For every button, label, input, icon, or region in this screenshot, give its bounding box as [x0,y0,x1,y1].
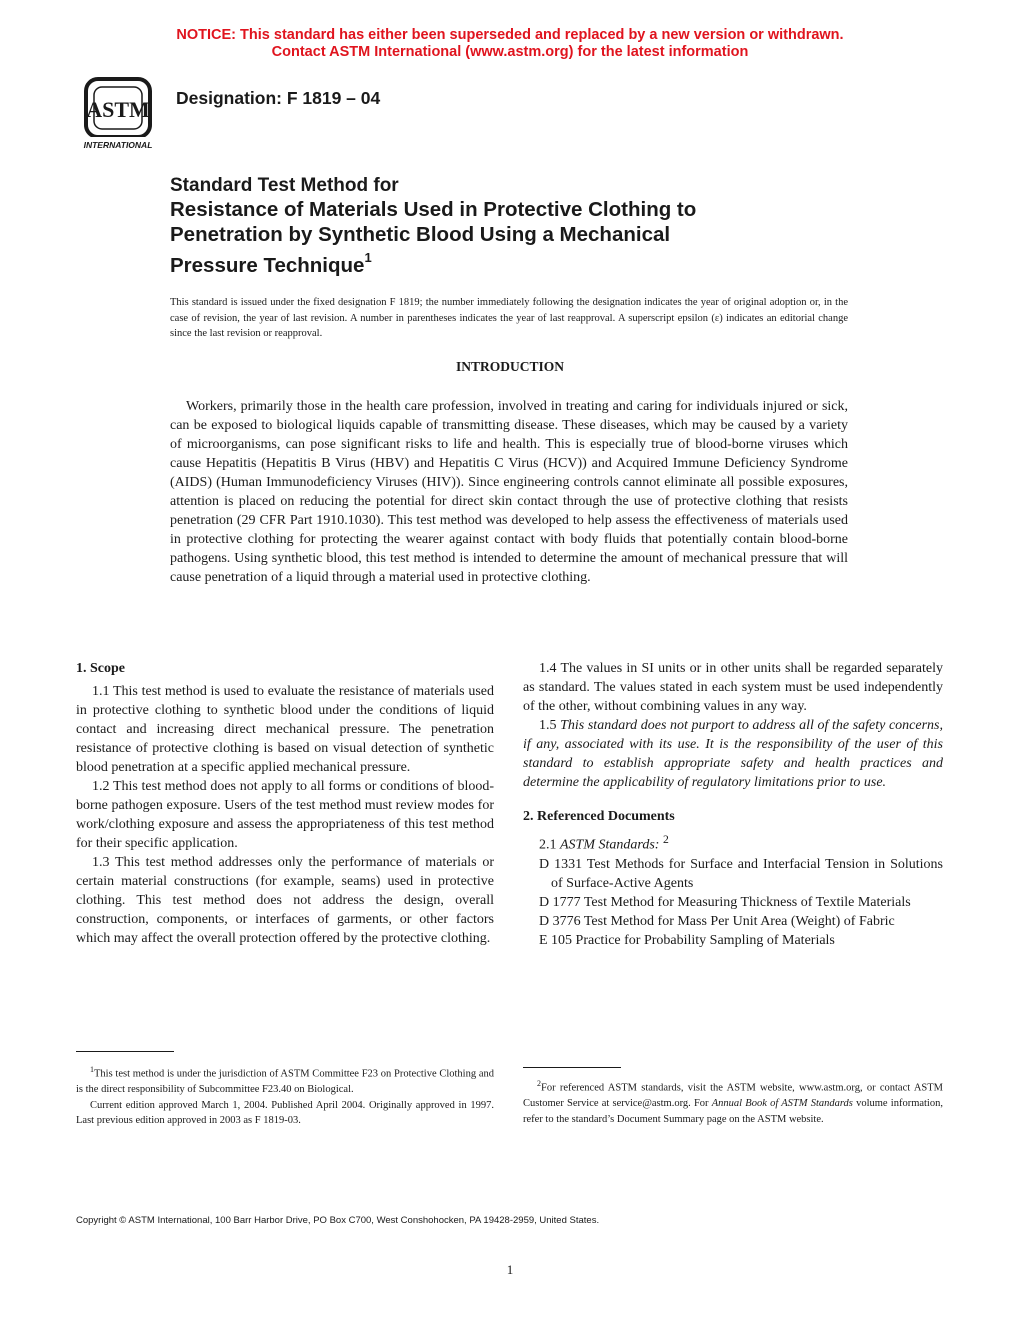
footnote-2-body-b: volume information, refer to the standard’s Document Summary page on the ASTM website. [523,1098,943,1125]
astm-logo [74,73,162,153]
title-main [170,197,870,278]
astm-standards-label: ASTM Standards: [560,837,660,853]
page-number: 1 [506,1262,514,1277]
copyright: Copyright © ASTM International, 100 Barr Harbor Drive, PO Box C700, West Conshohocken, PA 19428-2959, United States. [76,1215,600,1226]
footnote-1-edition: Current edition approved March 1, 2004. Published April 2004. Originally approved in 1997. Last previous edition approved in 2003 as F 1819-03. [76,1099,494,1126]
title-line-3-text: Pressure Technique [170,253,365,277]
withdrawal-notice [0,27,1020,61]
introduction-body [170,397,848,587]
scope-1-4: 1.4 The values in SI units or in other units shall be regarded separately as standard. The values stated in each system must be used independently of the other, without combining values in any way. [523,661,943,714]
logo-text: ASTM [86,97,150,122]
logo-subtext: INTERNATIONAL [83,140,153,150]
right-column [523,659,943,950]
scope-1-5-number: 1.5 [539,718,561,733]
footnote-2 [523,1076,943,1127]
reference-item: D 3776 Test Method for Mass Per Unit Area (Weight) of Fabric [539,913,895,929]
scope-1-3: 1.3 This test method addresses only the performance of materials or certain material constructions (for example, seams) used in protective clothing. This test method does not address the design, overall construction, components, or interfaces of garments, or other factors which may affect the overall protection offered by the protective clothing. [76,855,494,946]
footnote-1-text [76,1062,494,1098]
reference-item: D 1777 Test Method for Measuring Thickness of Textile Materials [539,894,911,910]
introduction-text: Workers, primarily those in the health care profession, involved in treating and caring for individuals injured or sick, can be exposed to biological liquids capable of transmitting disease. These diseases, which may be caused by a variety of microorganisms, can pose significant risks to life and health. This is especially true of blood-borne viruses which cause Hepatitis (Hepatitis B Virus (HBV) and Hepatitis C Virus (HCV)) and Acquired Immune Deficiency Syndrome (AIDS) (Human Immunodeficiency Viruses (HIV)). Since engineering controls cannot eliminate all possible exposures, attention is placed on reducing the potential for direct skin contact through the use of protective clothing that resists penetration (29 CFR Part 1910.1030). This test method was developed to help assess the effectiveness of materials used in protective clothing for protecting the wearer against contact with body fluids that potentially contain blood-borne pathogens. Using synthetic blood, this test method is intended to determine the amount of mechanical pressure that will cause penetration of a liquid through a material used in protective clothing. [170,399,848,585]
astm-standards-subheading [523,830,943,855]
scope-1-2: 1.2 This test method does not apply to all forms or conditions of blood-borne pathogen exposure. Users of the test method must review modes for work/clothing exposure and assess the appropriateness of this test method for their specific application. [76,779,494,851]
issue-statement: This standard is issued under the fixed designation F 1819; the number immediately following the designation indicates the year of original adoption or, in the case of revision, the year of last revision. A number in parentheses indicates the year of last reapproval. A superscript epsilon (ε) indicates an editorial change since the last revision or reapproval. [170,297,848,339]
referenced-documents-heading: 2. Referenced Documents [523,809,675,824]
footnote-2-body-a: For referenced ASTM standards, visit the ASTM website, www.astm.org, or contact ASTM Customer Service at service@astm.org. For [523,1082,943,1109]
scope-1-5-text: This standard does not purport to address all of the safety concerns, if any, associated with its use. It is the responsibility of the user of this standard to establish appropriate safety and health practices and determine the applicability of regulatory limitations prior to use. [523,718,944,790]
reference-item: E 105 Practice for Probability Sampling of Materials [539,932,835,948]
notice-line-1: NOTICE: This standard has either been superseded and replaced by a new version or withdrawn. [176,27,844,43]
footnote-rule-left [76,1051,174,1052]
introduction-heading: INTRODUCTION [455,359,564,374]
scope-heading: 1. Scope [76,661,125,676]
title-prefix: Standard Test Method for [170,175,399,196]
designation: Designation: F 1819 – 04 [176,88,381,108]
title-footnote-mark: 1 [364,250,372,265]
notice-line-2: Contact ASTM International (www.astm.org) for the latest information [271,44,749,60]
title-line-3 [170,247,870,278]
footnote-rule-right [523,1067,621,1068]
title-line-1: Resistance of Materials Used in Protective Clothing to [170,198,697,221]
scope-1-5 [523,716,943,792]
astm-standards-number: 2.1 [539,837,560,853]
reference-item: D 1331 Test Methods for Surface and Interfacial Tension in Solutions of Surface-Active Agents [539,856,943,891]
footnote-2-italic: Annual Book of ASTM Standards [711,1098,853,1109]
footnote-1-body: This test method is under the jurisdiction of ASTM Committee F23 on Protective Clothing and is the direct responsibility of Subcommittee F23.40 on Biological. [76,1068,494,1095]
document-title [170,175,870,278]
left-column [76,659,494,948]
footnote-1 [76,1062,494,1129]
footnote-2-mark: 2 [537,1079,541,1088]
footnote-1-mark: 1 [90,1065,94,1074]
footnote-2-text [523,1076,943,1127]
astm-standards-footnote-mark: 2 [662,833,669,846]
scope-1-1: 1.1 This test method is used to evaluate the resistance of materials used in protective clothing to synthetic blood under the conditions of liquid contact and increasing direct mechanical pressure. The penetration resistance of protective clothing is based on visual detection of synthetic blood penetration at a specific applied mechanical pressure. [76,684,494,775]
title-line-2: Penetration by Synthetic Blood Using a Mechanical [170,223,671,246]
